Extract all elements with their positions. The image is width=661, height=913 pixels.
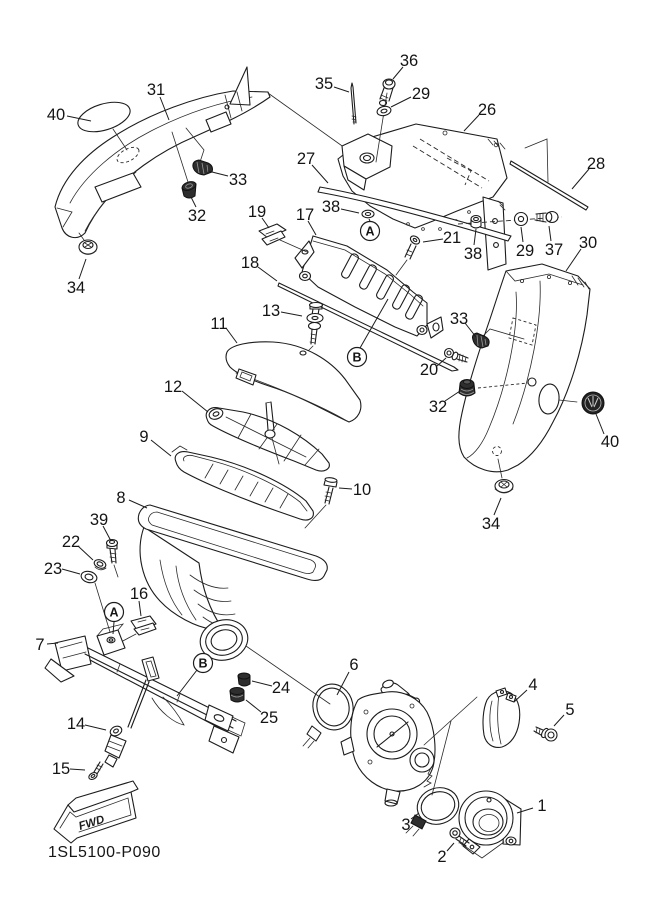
callout-40: 40 (600, 432, 620, 451)
washer-38-top (362, 210, 374, 218)
leader-line-29 (391, 97, 411, 107)
callout-14: 14 (66, 714, 86, 733)
leader-line-37 (549, 226, 551, 241)
callout-32: 32 (187, 206, 207, 225)
emblem-40-right (582, 392, 604, 414)
callout-33: 33 (449, 309, 469, 328)
bolt-37 (535, 212, 558, 223)
leader-line-18 (258, 267, 277, 281)
callout-34: 34 (481, 514, 501, 533)
callout-4: 4 (528, 675, 538, 694)
callout-20: 20 (419, 360, 439, 379)
grommet-23 (80, 570, 110, 632)
callout-1: 1 (537, 796, 547, 815)
leader-line-30 (566, 249, 581, 271)
leader-line-9 (151, 440, 171, 456)
leader-line-35 (334, 87, 349, 92)
leader-line-32 (191, 197, 196, 207)
callout-28: 28 (586, 154, 606, 173)
sensor-14 (105, 680, 149, 767)
clip-16 (119, 616, 156, 643)
leader-line-24 (252, 681, 272, 686)
callout-5: 5 (565, 700, 575, 719)
leader-line-40 (596, 414, 604, 434)
clip-19 (259, 224, 307, 252)
callout-29: 29 (515, 241, 535, 260)
damper-32-right (459, 380, 475, 397)
callout-40: 40 (46, 105, 66, 124)
callout-36: 36 (399, 51, 419, 70)
grommet-34-right (495, 480, 513, 494)
leader-line-15 (70, 769, 85, 770)
callout-26: 26 (477, 100, 497, 119)
screw-20 (445, 349, 469, 363)
callout-12: 12 (163, 377, 183, 396)
grommet-34-left (79, 233, 97, 255)
leader-line-13 (281, 312, 302, 316)
leader-line-34 (79, 259, 86, 279)
callout-35: 35 (314, 74, 334, 93)
right-side-cover-30 (459, 264, 590, 478)
callout-21: 21 (442, 228, 462, 247)
callout-13: 13 (261, 301, 281, 320)
callout-6: 6 (349, 655, 359, 674)
assembly-point-A-2: A (109, 605, 119, 620)
callout-16: 16 (129, 584, 149, 603)
leader-line-21 (423, 239, 443, 242)
bolt-39 (107, 540, 119, 578)
callout-33: 33 (228, 170, 248, 189)
leader-line-5 (554, 715, 564, 726)
callout-8: 8 (116, 488, 126, 507)
screw-10 (305, 477, 337, 528)
part-code: 1SL5100-P090 (48, 844, 161, 861)
washer-29-right (515, 213, 528, 226)
leader-line-11 (226, 328, 237, 343)
bolt-13 (306, 303, 323, 354)
fwd-marker (54, 781, 138, 843)
nut-38-right (471, 216, 481, 229)
leader-line-22 (78, 546, 93, 560)
leader-line-23 (62, 569, 80, 574)
leader-line-2 (447, 843, 454, 851)
callout-39: 39 (89, 510, 109, 529)
callout-32: 32 (428, 397, 448, 416)
leader-line-8 (129, 500, 147, 508)
assembly-point-leader-A-0 (369, 219, 370, 221)
screw-15 (88, 762, 103, 781)
bolt-5 (534, 727, 557, 741)
fastener-row-right (458, 212, 562, 229)
callout-37: 37 (544, 240, 564, 259)
callout-10: 10 (352, 480, 372, 499)
rod-35 (351, 83, 356, 124)
cleaner-case-8 (138, 505, 330, 704)
assembly-point-leader-B-3 (177, 670, 197, 696)
damper-24 (238, 673, 250, 686)
callout-17: 17 (295, 205, 315, 224)
throttle-body (341, 679, 451, 806)
leader-line-14 (85, 725, 106, 730)
callout-3: 3 (401, 815, 411, 834)
callout-15: 15 (51, 759, 71, 778)
callout-9: 9 (139, 427, 149, 446)
cleaner-cover-11 (226, 342, 361, 422)
callout-11: 11 (210, 314, 228, 333)
callout-25: 25 (259, 708, 279, 727)
callout-29: 29 (411, 84, 431, 103)
leader-line-26 (464, 115, 479, 131)
leader-line-12 (182, 391, 208, 412)
leader-line-10 (339, 488, 352, 489)
assembly-point-A-0: A (365, 224, 375, 239)
callout-18: 18 (240, 253, 260, 272)
callout-23: 23 (43, 559, 63, 578)
rod-28 (510, 139, 588, 210)
callout-38: 38 (321, 197, 341, 216)
collar-22 (93, 558, 107, 570)
callout-30: 30 (578, 233, 598, 252)
bolt-36 (380, 79, 396, 106)
callout-38: 38 (463, 244, 483, 263)
damper-25 (230, 688, 244, 703)
intake-joint-1 (459, 791, 521, 858)
cover-4 (424, 688, 520, 747)
leader-line-16 (139, 601, 141, 616)
callout-19: 19 (247, 202, 267, 221)
screw-21 (396, 234, 421, 275)
callout-34: 34 (66, 278, 86, 297)
callout-2: 2 (437, 847, 447, 866)
leader-line-33 (208, 171, 228, 176)
leader-line-32 (445, 391, 460, 401)
assembly-point-B-1: B (352, 350, 362, 365)
assembly-point-B-3: B (198, 656, 208, 671)
fwd-label: FWD (77, 813, 106, 833)
callout-27: 27 (296, 149, 316, 168)
leader-line-29 (521, 227, 523, 242)
leader-line-38 (341, 209, 359, 213)
leader-line-25 (246, 700, 261, 712)
callout-22: 22 (61, 532, 81, 551)
callout-31: 31 (146, 80, 166, 99)
callout-7: 7 (35, 635, 45, 654)
leader-line-34 (494, 498, 501, 515)
callout-24: 24 (271, 678, 291, 697)
